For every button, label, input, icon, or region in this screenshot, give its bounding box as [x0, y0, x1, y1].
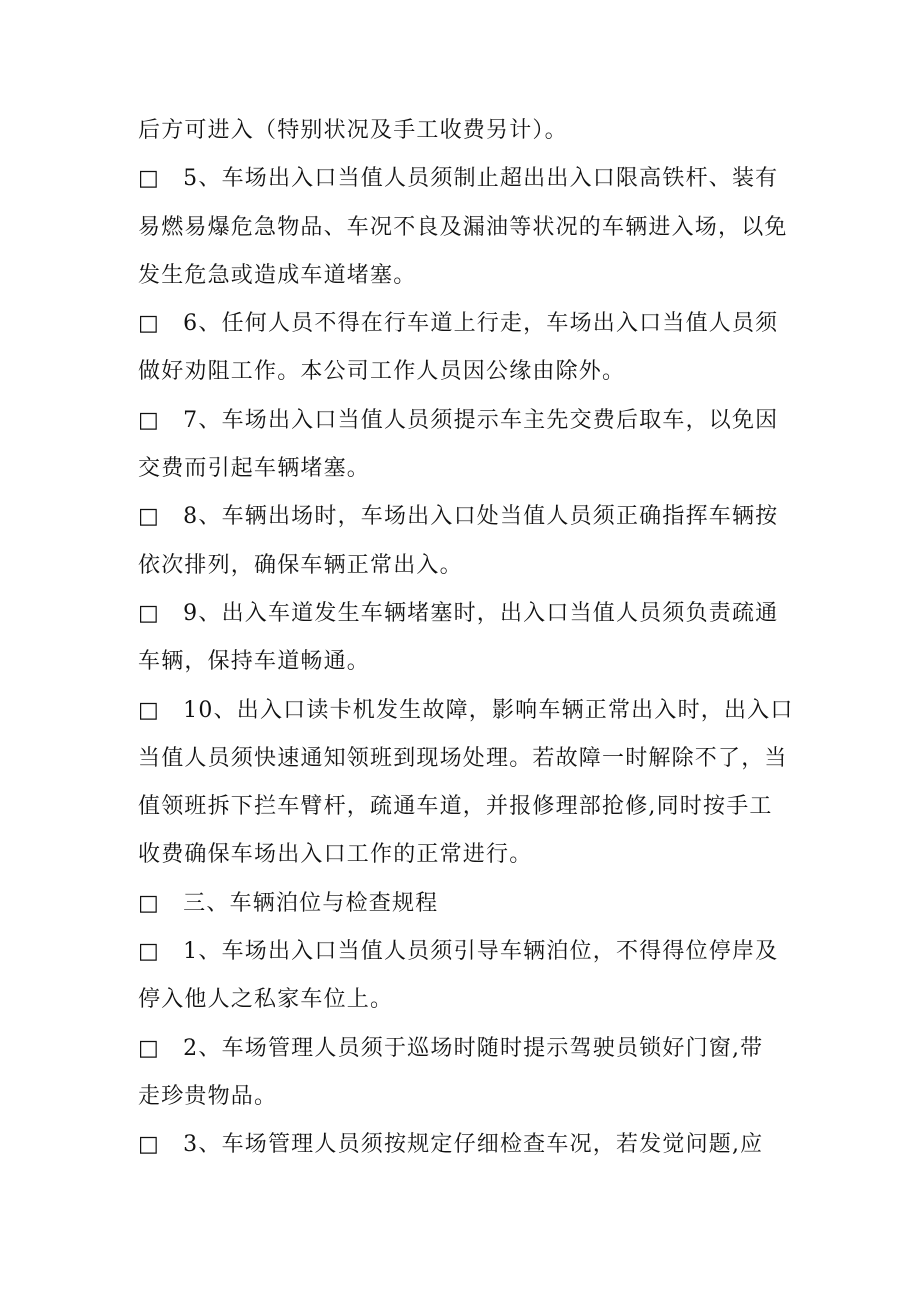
- text-line: 发生危急或造成车道堵塞。: [138, 262, 417, 288]
- text-line: 车辆，保持车道畅通。: [138, 649, 371, 675]
- text-line: 值领班拆下拦车臂杆，疏通车道，并报修理部抢修,同时按手工: [138, 794, 773, 820]
- text-line: □ 5、车场出入口当值人员须制止超出出入口限高铁杆、装有: [138, 166, 779, 192]
- text-line: 后方可进入（特别状况及手工收费另计）。: [138, 118, 568, 143]
- text-line: 做好劝阻工作。本公司工作人员因公缘由除外。: [138, 359, 626, 385]
- text-line: 易燃易爆危急物品、车况不良及漏油等状况的车辆进入场，以免: [138, 214, 788, 240]
- text-line: 走珍贵物品。: [138, 1083, 278, 1109]
- text-line: □ 9、出入车道发生车辆堵塞时，出入口当值人员须负责疏通: [138, 600, 779, 626]
- text-line: □ 10、出入口读卡机发生故障，影响车辆正常出入时，出入口: [138, 697, 794, 723]
- text-line: 停入他人之私家车位上。: [138, 987, 394, 1013]
- text-line: 依次排列，确保车辆正常出入。: [138, 552, 463, 578]
- text-line: □ 7、车场出入口当值人员须提示车主先交费后取车，以免因: [138, 407, 779, 433]
- document-body: [138, 107, 794, 1170]
- text-line: □ 6、任何人员不得在行车道上行走，车场出入口当值人员须: [138, 311, 779, 337]
- text-line: □ 2、车场管理人员须于巡场时随时提示驾驶员锁好门窗,带: [138, 1035, 764, 1061]
- text-line: □ 8、车辆出场时，车场出入口处当值人员须正确指挥车辆按: [138, 504, 779, 530]
- text-line: □ 3、车场管理人员须按规定仔细检查车况，若发觉问题,应: [138, 1132, 764, 1158]
- text-line: 当值人员须快速通知领班到现场处理。若故障一时解除不了，当: [138, 745, 788, 771]
- text-line: □ 三、车辆泊位与检查规程: [138, 890, 439, 916]
- text-line: 收费确保车场出入口工作的正常进行。: [138, 842, 533, 868]
- text-line: 交费而引起车辆堵塞。: [138, 456, 371, 482]
- text-line: □ 1、车场出入口当值人员须引导车辆泊位，不得得位停岸及: [138, 939, 779, 965]
